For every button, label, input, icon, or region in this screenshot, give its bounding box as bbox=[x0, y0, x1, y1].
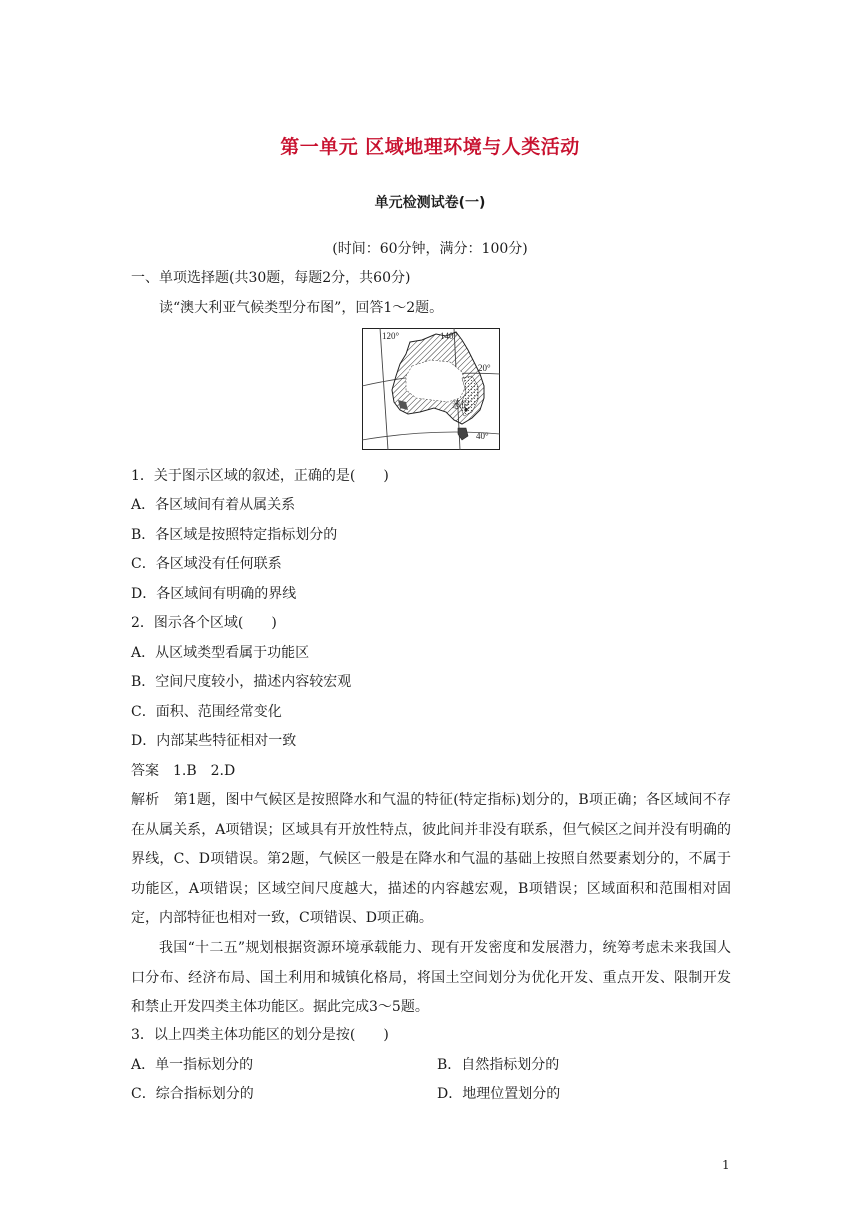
question-3-option-a: A．单一指标划分的 bbox=[131, 1057, 254, 1073]
label-lon-140: 140° bbox=[440, 331, 458, 341]
label-lat-20: 20° bbox=[478, 363, 491, 373]
question-3-option-c: C．综合指标划分的 bbox=[131, 1086, 254, 1102]
passage-paragraph: 我国“十二五”规划根据资源环境承载能力、现有开发密度和发展潜力，统筹考虑未来我国人口分布、经济布局、国土利用和城镇化格局，将国土空间划分为优化开发、重点开发、限制开发和禁止开发四类主体功能区。据此完成3～5题。 bbox=[131, 940, 731, 1016]
question-2-option-d: D．内部某些特征相对一致 bbox=[131, 733, 297, 749]
page-number: 1 bbox=[722, 1158, 730, 1172]
section-intro: 读“澳大利亚气候类型分布图”，回答1～2题。 bbox=[159, 300, 444, 316]
label-sydney: 悉尼 bbox=[452, 401, 471, 411]
question-2-option-b: B．空间尺度较小，描述内容较宏观 bbox=[131, 674, 352, 690]
question-1-option-b: B．各区域是按照特定指标划分的 bbox=[131, 527, 338, 543]
question-3-option-d: D．地理位置划分的 bbox=[437, 1086, 561, 1102]
question-2-option-c: C．面积、范围经常变化 bbox=[131, 704, 282, 720]
question-3-stem: 3．以上四类主体功能区的划分是按( ) bbox=[131, 1027, 389, 1043]
question-3-option-b: B．自然指标划分的 bbox=[437, 1057, 560, 1073]
label-lat-40: 40° bbox=[476, 431, 489, 441]
question-1-option-a: A．各区域间有着从属关系 bbox=[131, 497, 296, 513]
exam-meta: (时间：60分钟，满分：100分) bbox=[332, 241, 528, 257]
question-1-option-d: D．各区域间有明确的界线 bbox=[131, 586, 297, 602]
australia-climate-map bbox=[362, 328, 500, 450]
question-2-option-a: A．从区域类型看属于功能区 bbox=[131, 645, 310, 661]
question-1-option-c: C．各区域没有任何联系 bbox=[131, 556, 282, 572]
exam-subtitle: 单元检测试卷(一) bbox=[374, 195, 486, 211]
analysis-paragraph: 解析 第1题，图中气候区是按照降水和气温的特征(特定指标)划分的，B项正确；各区域间不存在从属关系，A项错误；区域具有开放性特点，彼此间并非没有联系，但气候区之间并没有明确的界线，C、D项错误。第2题，气候区一般是在降水和气温的基础上按照自然要素划分的，不属于功能区，A项错误；区域空间尺度越大，描述的内容越宏观，B项错误；区域面积和范围相对固定，内部特征也相对一致，C项错误、D项正确。 bbox=[131, 792, 731, 927]
question-2-stem: 2．图示各个区域( ) bbox=[131, 615, 277, 631]
label-lon-120: 120° bbox=[382, 331, 400, 341]
section-heading: 一、单项选择题(共30题，每题2分，共60分) bbox=[131, 270, 411, 286]
question-1-stem: 1．关于图示区域的叙述，正确的是( ) bbox=[131, 468, 389, 484]
answer-line: 答案 1.B 2.D bbox=[131, 763, 236, 779]
unit-title: 第一单元 区域地理环境与人类活动 bbox=[280, 136, 580, 158]
